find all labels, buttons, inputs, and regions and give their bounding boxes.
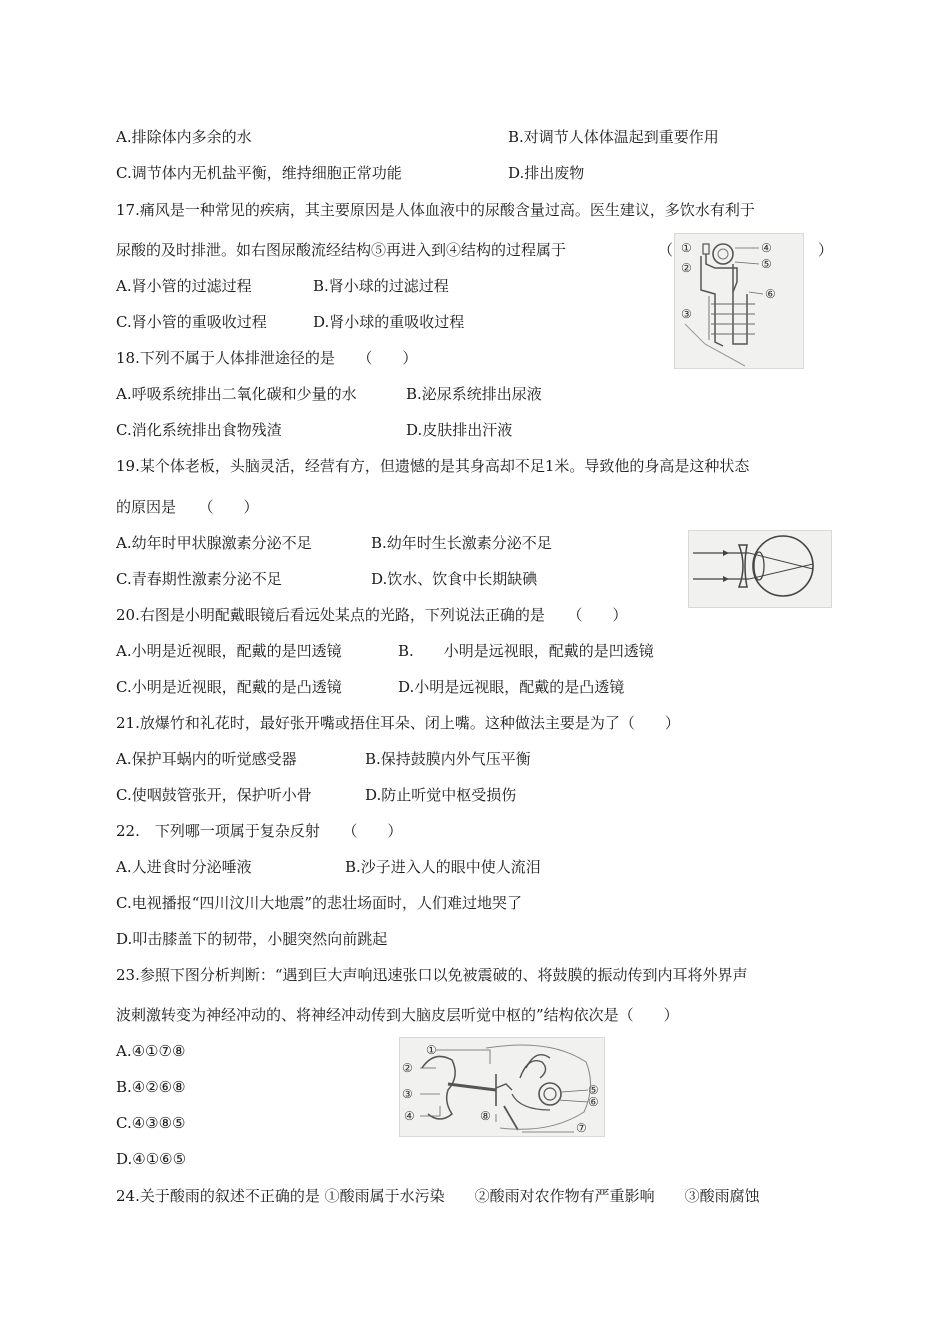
q20-option-d: D.小明是远视眼，配戴的是凸透镜: [398, 678, 625, 696]
q23-option-a: A.④①⑦⑧: [116, 1042, 186, 1060]
nephron-label-3: ③: [681, 307, 692, 321]
q17-option-c: C.肾小管的重吸收过程: [116, 313, 267, 331]
q17-option-b: B.肾小球的过滤过程: [313, 277, 449, 295]
nephron-diagram: [675, 234, 803, 368]
q20-option-b: B. 小明是远视眼，配戴的是凹透镜: [398, 642, 654, 660]
q17-answer-paren-close: ）: [818, 241, 834, 259]
eye-lens-figure: [688, 530, 832, 608]
q19-stem-line2: 的原因是 （ ）: [116, 498, 259, 516]
nephron-label-5: ⑤: [761, 257, 772, 271]
ear-label-2: ②: [402, 1061, 413, 1075]
q23-option-d: D.④①⑥⑤: [116, 1150, 187, 1168]
q21-option-d: D.防止听觉中枢受损伤: [365, 786, 517, 804]
q19-option-a: A.幼年时甲状腺激素分泌不足: [116, 534, 312, 552]
ear-diagram: [400, 1038, 604, 1136]
q24-stem: 24.关于酸雨的叙述不正确的是 ①酸雨属于水污染 ②酸雨对农作物有严重影响 ③酸雨腐蚀: [116, 1187, 760, 1205]
nephron-label-2: ②: [681, 261, 692, 275]
ear-label-8: ⑧: [480, 1109, 491, 1123]
q21-option-c: C.使咽鼓管张开，保护听小骨: [116, 786, 312, 804]
q18-option-a: A.呼吸系统排出二氧化碳和少量的水: [116, 385, 357, 403]
q23-option-c: C.④③⑧⑤: [116, 1114, 186, 1132]
nephron-figure: [674, 233, 804, 369]
q23-stem-line2: 波刺激转变为神经冲动的、将神经冲动传到大脑皮层听觉中枢的”结构依次是（ ）: [116, 1006, 679, 1024]
nephron-label-4: ④: [761, 241, 772, 255]
q17-stem-line2: 尿酸的及时排泄。如右图尿酸流经结构⑤再进入到④结构的过程属于: [116, 241, 567, 259]
q22-option-c: C.电视播报“四川汶川大地震”的悲壮场面时，人们难过地哭了: [116, 894, 523, 912]
q17-answer-paren-open: （: [658, 241, 674, 259]
ear-label-1: ①: [426, 1043, 437, 1057]
ear-label-4: ④: [404, 1109, 415, 1123]
nephron-label-1: ①: [681, 241, 692, 255]
q17-option-d: D.肾小球的重吸收过程: [313, 313, 465, 331]
q22-option-d: D.叩击膝盖下的韧带，小腿突然向前跳起: [116, 930, 388, 948]
q19-option-b: B.幼年时生长激素分泌不足: [371, 534, 552, 552]
q20-option-a: A.小明是近视眼，配戴的是凹透镜: [116, 642, 342, 660]
q17-option-a: A.肾小管的过滤过程: [116, 277, 252, 295]
q20-option-c: C.小明是近视眼，配戴的是凸透镜: [116, 678, 342, 696]
q16-option-d: D.排出废物: [508, 164, 585, 182]
q22-stem: 22. 下列哪一项属于复杂反射 （ ）: [116, 822, 403, 840]
q21-stem: 21.放爆竹和礼花时，最好张开嘴或捂住耳朵、闭上嘴。这种做法主要是为了（ ）: [116, 714, 680, 732]
q16-option-b: B.对调节人体体温起到重要作用: [508, 128, 719, 146]
nephron-label-6: ⑥: [765, 287, 776, 301]
ear-label-3: ③: [402, 1087, 413, 1101]
q19-option-c: C.青春期性激素分泌不足: [116, 570, 282, 588]
q18-option-d: D.皮肤排出汗液: [406, 421, 513, 439]
ear-label-7: ⑦: [576, 1121, 587, 1135]
q18-stem: 18.下列不属于人体排泄途径的是 （ ）: [116, 349, 418, 367]
ear-label-5: ⑤: [588, 1083, 599, 1097]
q20-stem: 20.右图是小明配戴眼镜后看远处某点的光路，下列说法正确的是 （ ）: [116, 606, 628, 624]
q18-option-c: C.消化系统排出食物残渣: [116, 421, 282, 439]
q23-option-b: B.④②⑥⑧: [116, 1078, 186, 1096]
eye-lens-diagram: [689, 531, 831, 607]
q19-option-d: D.饮水、饮食中长期缺碘: [371, 570, 538, 588]
q21-option-a: A.保护耳蜗内的听觉感受器: [116, 750, 297, 768]
q16-option-a: A.排除体内多余的水: [116, 128, 252, 146]
ear-figure: [399, 1037, 605, 1137]
q22-option-a: A.人进食时分泌唾液: [116, 858, 252, 876]
q17-stem-line1: 17.痛风是一种常见的疾病，其主要原因是人体血液中的尿酸含量过高。医生建议，多饮水有利于: [116, 201, 755, 219]
ear-label-6: ⑥: [588, 1095, 599, 1109]
q16-option-c: C.调节体内无机盐平衡，维持细胞正常功能: [116, 164, 402, 182]
q18-option-b: B.泌尿系统排出尿液: [406, 385, 542, 403]
q23-stem-line1: 23.参照下图分析判断：“遇到巨大声响迅速张口以免被震破的、将鼓膜的振动传到内耳将外界声: [116, 966, 748, 984]
q21-option-b: B.保持鼓膜内外气压平衡: [365, 750, 531, 768]
q22-option-b: B.沙子进入人的眼中使人流泪: [345, 858, 541, 876]
q19-stem-line1: 19.某个体老板，头脑灵活，经营有方，但遗憾的是其身高却不足1米。导致他的身高是这种状态: [116, 457, 750, 475]
